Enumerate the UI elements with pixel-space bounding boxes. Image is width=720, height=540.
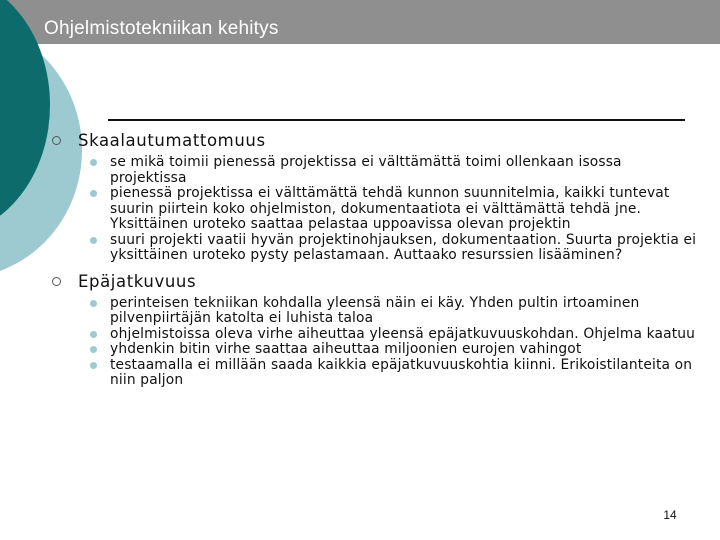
dot-bullet-icon xyxy=(90,300,97,307)
list-item-text: suuri projekti vaatii hyvän projektinohjauksen, dokumentaation. Suurta projektia ei yksittäinen uroteko pysty pelastamaan. Auttaako resurssien lisääminen? xyxy=(110,231,697,263)
section-heading-text: Epäjatkuvuus xyxy=(78,271,197,291)
section-heading-text: Skaalautumattomuus xyxy=(78,131,266,150)
ring-bullet-icon xyxy=(52,136,61,145)
bullet-list xyxy=(78,296,700,389)
dot-bullet-icon xyxy=(90,190,97,197)
list-item xyxy=(110,186,700,233)
list-item xyxy=(110,296,700,327)
section-epajatkuvuus xyxy=(50,271,700,389)
list-item-text: ohjelmistoissa oleva virhe aiheuttaa yleensä epäjatkuvuuskohdan. Ohjelma kaatuu xyxy=(110,325,696,342)
dot-bullet-icon xyxy=(90,237,97,244)
dot-bullet-icon xyxy=(90,346,97,353)
list-item xyxy=(110,327,700,343)
bullet-list xyxy=(78,155,700,264)
dot-bullet-icon xyxy=(90,362,97,369)
slide-body xyxy=(50,130,700,389)
section-skaalautumattomuus xyxy=(50,130,700,264)
list-item xyxy=(110,155,700,186)
dot-bullet-icon xyxy=(90,331,97,338)
list-item-text: perinteisen tekniikan kohdalla yleensä näin ei käy. Yhden pultin irtoaminen pilvenpiirtäjän katolta ei luhista taloa xyxy=(110,294,640,326)
page-number: 14 xyxy=(663,508,677,522)
list-item xyxy=(110,233,700,264)
list-item-text: pienessä projektissa ei välttämättä tehdä kunnon suunnitelmia, kaikki tuntevat suurin piirtein koko ohjelmiston, dokumentaatiota ei välttämättä tehdä jne. Yksittäinen uroteko saattaa pelastaa uppoavissa olevan projektin xyxy=(110,185,670,232)
list-item-text: testaamalla ei millään saada kaikkia epäjatkuvuuskohtia kiinni. Erikoistilanteita on niin paljon xyxy=(110,356,693,388)
list-item-text: yhdenkin bitin virhe saattaa aiheuttaa miljoonien eurojen vahingot xyxy=(110,341,582,357)
title-underline xyxy=(108,119,685,121)
list-item xyxy=(110,358,700,389)
list-item-text: se mikä toimii pienessä projektissa ei välttämättä toimi ollenkaan isossa projektissa xyxy=(110,154,622,186)
dot-bullet-icon xyxy=(90,159,97,166)
section-heading xyxy=(78,130,700,152)
section-heading xyxy=(78,271,700,293)
ring-bullet-icon xyxy=(52,277,61,286)
slide-title: Ohjelmistotekniikan kehitys xyxy=(44,18,279,39)
list-item xyxy=(110,342,700,358)
